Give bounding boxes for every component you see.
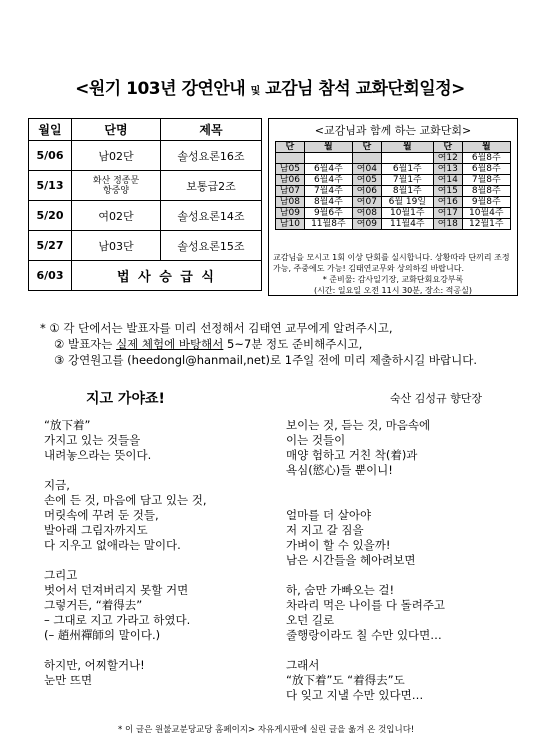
grid-team-cell: 여17 [433, 208, 462, 219]
meeting-grid [275, 141, 511, 230]
grid-header: 월 [462, 142, 510, 153]
poem-line [286, 493, 445, 508]
page-title: <원기 103년 강연안내 및 교감님 참석 교화단회일정> [75, 79, 465, 99]
poem-line: 저 지고 갈 짐을 [286, 523, 364, 537]
grid-month-cell [304, 153, 352, 164]
poem-line: 그렇거든, “着得去” [44, 598, 143, 612]
grid-month-cell: 8월8주 [462, 186, 510, 197]
poem-left-column [44, 418, 207, 688]
poem-author: 숙산 김성규 향단장 [390, 392, 483, 405]
grid-month-cell: 9월6주 [304, 208, 352, 219]
instruction-3: ③ 강연원고를 (heedongl@hanmail,net)로 1주일 전에 미리 제출하시길 바랍니다. [54, 353, 477, 367]
poem-line: 얼마를 더 살아야 [286, 508, 372, 522]
poem-line: (– 趙州禪師의 말이다.) [44, 628, 161, 642]
table-row [29, 171, 262, 201]
grid-row [276, 153, 511, 164]
row-team [72, 171, 161, 201]
table-header-row [29, 119, 262, 141]
poem-line: 발아래 그림자까지도 [44, 523, 148, 537]
grid-month-cell: 8월4주 [304, 197, 352, 208]
grid-team-cell: 여04 [353, 164, 382, 175]
grid-team-cell: 남08 [276, 197, 305, 208]
row-date: 5/27 [29, 231, 72, 261]
poem-line: 줄행랑이라도 칠 수만 있다면… [286, 628, 442, 642]
team-line-1: 화산 정종문 [92, 175, 140, 186]
poem-line [44, 553, 207, 568]
poem-line [286, 568, 445, 583]
poem-title: 지고 가야죠! [86, 391, 165, 407]
header-team: 단명 [72, 119, 161, 141]
grid-team-cell: 여16 [433, 197, 462, 208]
row-topic: 보통급2조 [161, 171, 262, 201]
grid-team-cell: 여07 [353, 197, 382, 208]
header-date: 월일 [29, 119, 72, 141]
instruction-1: * ① 각 단에서는 발표자를 미리 선정해서 김태연 교무에게 알려주시고, [40, 321, 393, 335]
grid-month-cell: 6월 19일 [381, 197, 433, 208]
grid-team-cell: 여06 [353, 186, 382, 197]
grid-month-cell: 7월1주 [381, 175, 433, 186]
table-row [29, 141, 262, 171]
grid-team-cell: 남06 [276, 175, 305, 186]
poem-line: 그리고 [44, 568, 78, 582]
grid-row [276, 208, 511, 219]
grid-team-cell: 여15 [433, 186, 462, 197]
grid-header: 월 [381, 142, 433, 153]
poem-line [286, 643, 445, 658]
grid-header: 단 [433, 142, 462, 153]
grid-month-cell: 7월8주 [462, 175, 510, 186]
poem-right-column [286, 418, 445, 703]
row-team: 남02단 [72, 141, 161, 171]
poem-line: 보이는 것, 듣는 것, 마음속에 [286, 418, 431, 432]
table-row [29, 201, 262, 231]
team-line-2: 항중양 [102, 185, 130, 196]
instruction-2-highlight: 실제 체험에 바탕해서 [116, 337, 224, 351]
grid-row [276, 164, 511, 175]
row-date: 5/20 [29, 201, 72, 231]
row-topic: 솔성요론15조 [161, 231, 262, 261]
poem-line: 내려놓으라는 뜻이다. [44, 448, 152, 462]
grid-team-cell: 남05 [276, 164, 305, 175]
grid-month-cell: 7월4주 [304, 186, 352, 197]
row-date: 5/13 [29, 171, 72, 201]
poem-line: 이는 것들이 [286, 433, 346, 447]
poem-line [44, 643, 207, 658]
grid-month-cell: 6월1주 [381, 164, 433, 175]
row-topic: 솔성요론14조 [161, 201, 262, 231]
grid-team-cell: 남07 [276, 186, 305, 197]
grid-month-cell: 12월1주 [462, 219, 510, 230]
grid-row [276, 186, 511, 197]
poem-line: 가벼이 할 수 있을까! [286, 538, 391, 552]
grid-month-cell: 6월8주 [462, 164, 510, 175]
grid-team-cell: 여09 [353, 219, 382, 230]
grid-header-row [276, 142, 511, 153]
instruction-2-end: 5~7분 정도 준비해주시고, [223, 337, 363, 351]
grid-team-cell: 여13 [433, 164, 462, 175]
grid-team-cell: 여18 [433, 219, 462, 230]
poem-line: 가지고 있는 것들을 [44, 433, 141, 447]
poem-line: 남은 시간들을 헤아려보면 [286, 553, 416, 567]
panel-note-2: * 준비물: 감사일기장, 교화단회요강부록 [322, 275, 464, 284]
grid-month-cell: 10월4주 [462, 208, 510, 219]
poem-line: 하, 숨만 가빠오는 걸! [286, 583, 395, 597]
grid-team-cell: 여08 [353, 208, 382, 219]
panel-note-3: (시간: 일요일 오전 11시 30분, 장소: 적공실) [314, 286, 472, 295]
poem-line: 머릿속에 꾸려 둔 것들, [44, 508, 159, 522]
table-row [29, 231, 262, 261]
poem-line: 오던 길로 [286, 613, 335, 627]
grid-month-cell: 11월8주 [304, 219, 352, 230]
row-team: 남03단 [72, 231, 161, 261]
grid-month-cell: 8월1주 [381, 186, 433, 197]
grid-month-cell: 6월8주 [462, 153, 510, 164]
instructions [40, 320, 477, 368]
row-team: 여02단 [72, 201, 161, 231]
poem-line: 눈만 뜨면 [44, 673, 93, 687]
grid-team-cell: 여05 [353, 175, 382, 186]
header-topic: 제목 [161, 119, 262, 141]
table-row [29, 261, 262, 291]
grid-row [276, 175, 511, 186]
grid-month-cell: 6월4주 [304, 175, 352, 186]
grid-month-cell: 6월4주 [304, 164, 352, 175]
poem-line: “放下着”도 “着得去”도 [286, 673, 405, 687]
poem-line: 지금, [44, 478, 70, 492]
poem-line: 다 잊고 지낼 수만 있다면… [286, 688, 424, 702]
grid-team-cell: 남10 [276, 219, 305, 230]
grid-header: 월 [304, 142, 352, 153]
grid-month-cell: 11월4주 [381, 219, 433, 230]
grid-team-cell [353, 153, 382, 164]
grid-team-cell [276, 153, 305, 164]
poem-line: 매양 험하고 거친 착(着)과 [286, 448, 418, 462]
row-date: 5/06 [29, 141, 72, 171]
grid-row [276, 219, 511, 230]
grid-team-cell: 남09 [276, 208, 305, 219]
poem-line [286, 478, 445, 493]
row-topic: 솔성요론16조 [161, 141, 262, 171]
poem-line: 다 지우고 없애라는 말이다. [44, 538, 181, 552]
grid-month-cell: 10월1주 [381, 208, 433, 219]
poem-line: 벗어서 던져버리지 못할 거면 [44, 583, 189, 597]
grid-month-cell [381, 153, 433, 164]
grid-month-cell: 9월8주 [462, 197, 510, 208]
grid-header: 단 [353, 142, 382, 153]
poem-line: 차라리 먹은 나이를 다 돌려주고 [286, 598, 446, 612]
poem-line: 욕심(慾心)들 뿐이니! [286, 463, 393, 477]
row-event: 법 사 승 급 식 [72, 261, 262, 291]
panel-title: <교감님과 함께 하는 교화단회> [314, 124, 472, 137]
panel-notes [273, 252, 513, 296]
poem-line: “放下着” [44, 418, 91, 432]
panel-note-1: 교감님을 모시고 1회 이상 단회를 실시합니다. 상황따라 단끼리 조정가능, 주중에도 가능! 김태연교무와 상의하길 바랍니다. [273, 253, 510, 273]
poem-line: – 그대로 지고 가라고 하였다. [44, 613, 191, 627]
poem-line: 하지만, 어찌할거나! [44, 658, 145, 672]
lecture-schedule-table [28, 118, 262, 291]
poem-line: 손에 든 것, 마음에 담고 있는 것, [44, 493, 207, 507]
poem-line: 그래서 [286, 658, 320, 672]
grid-team-cell: 여14 [433, 175, 462, 186]
instruction-2-start: ② 발표자는 [54, 337, 117, 351]
poem-line [44, 463, 207, 478]
row-date: 6/03 [29, 261, 72, 291]
grid-row [276, 197, 511, 208]
footer-note: * 이 글은 원불교분당교당 홈페이지> 자유게시판에 실린 글을 옮겨 온 것입니다! [118, 725, 415, 735]
grid-header: 단 [276, 142, 305, 153]
instruction-2 [40, 336, 477, 352]
group-meeting-panel [268, 118, 518, 296]
grid-team-cell: 여12 [433, 153, 462, 164]
